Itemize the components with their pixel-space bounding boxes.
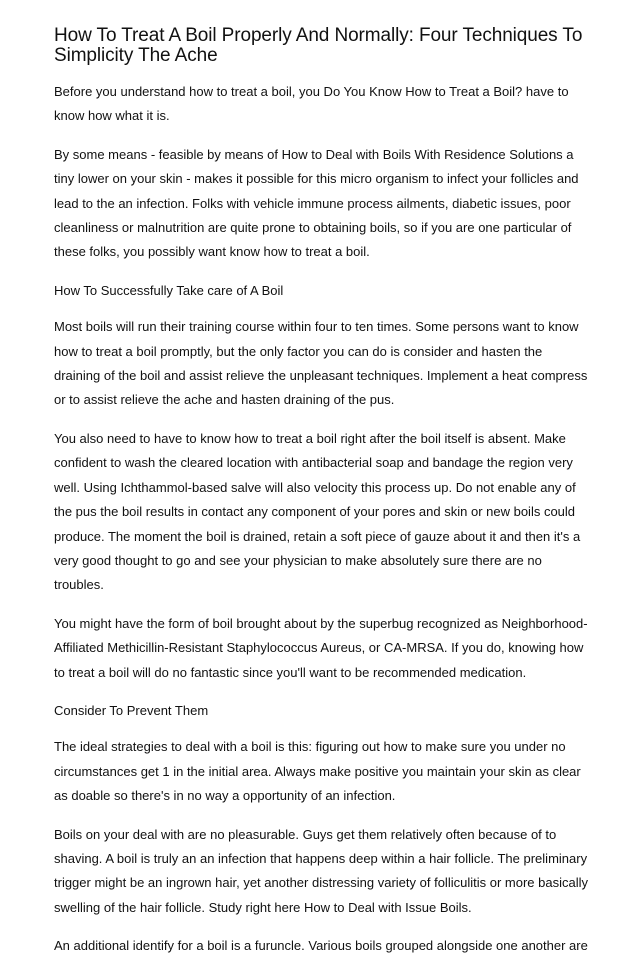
paragraph-furuncle: An additional identify for a boil is a furuncle. Various boils grouped alongside one another are [54, 938, 588, 954]
paragraph-face-boils: Boils on your deal with are no pleasurable. Guys get them relatively often because of to shaving. A boil is truly an an infection that happens deep within a hair follicle. The preliminary trigger might be an ingrown hair, yet another distressing variety of folliculitis or more basically swelling of the hair follicle. Study right here How to Deal with Issue Boils. [54, 826, 588, 915]
paragraph-intro: Before you understand how to treat a boil, you Do You Know How to Treat a Boil? have to know how what it is. [54, 84, 569, 124]
paragraph-after-care: You also need to have to know how to treat a boil right after the boil itself is absent. Make confident to wash the cleared location with antibacterial soap and bandage the region very well. Using Ichthammol-based salve will also velocity this process up. Do not enable any of the pus the boil results in contact any component of your pores and skin or new boils could produce. The moment the boil is drained, retain a soft piece of gauze about it and then it's a very good thought to go and see your physician to make absolutely sure there are no troubles. [54, 430, 581, 593]
document-title: How To Treat A Boil Properly And Normally: Four Techniques To Simplicity The Ache [54, 25, 583, 66]
section-heading-take-care: How To Successfully Take care of A Boil [54, 282, 284, 298]
paragraph-mrsa: You might have the form of boil brought about by the superbug recognized as Neighborhood-Affiliated Methicillin-Resistant Staphylococcus Aureus, or CA-MRSA. If you do, knowing how to treat a boil will do no fantastic since you'll want to be recommended medication. [54, 615, 588, 680]
section-heading-prevent: Consider To Prevent Them [54, 702, 209, 718]
paragraph-run-course: Most boils will run their training course within four to ten times. Some persons want to know how to treat a boil promptly, but the only factor you can do is consider and hasten the draining of the boil and assist relieve the unpleasant techniques. Implement a heat compress or to assist relieve the ache and hasten draining of the pus. [54, 319, 588, 408]
paragraph-strategies: The ideal strategies to deal with a boil is this: figuring out how to make sure you under no circumstances get 1 in the initial area. Always make positive you maintain your skin as clear as doable so there's in no way a opportunity of an infection. [54, 739, 581, 804]
paragraph-causes: By some means - feasible by means of How to Deal with Boils With Residence Solutions a tiny lower on your skin - makes it possible for this micro organism to infect your follicles and lead to the an infection. Folks with vehicle immune process ailments, diabetic issues, poor cleanliness or malnutrition are quite prone to obtaining boils, so if you are one particular of these folks, you possibly want know how to treat a boil. [54, 146, 579, 260]
